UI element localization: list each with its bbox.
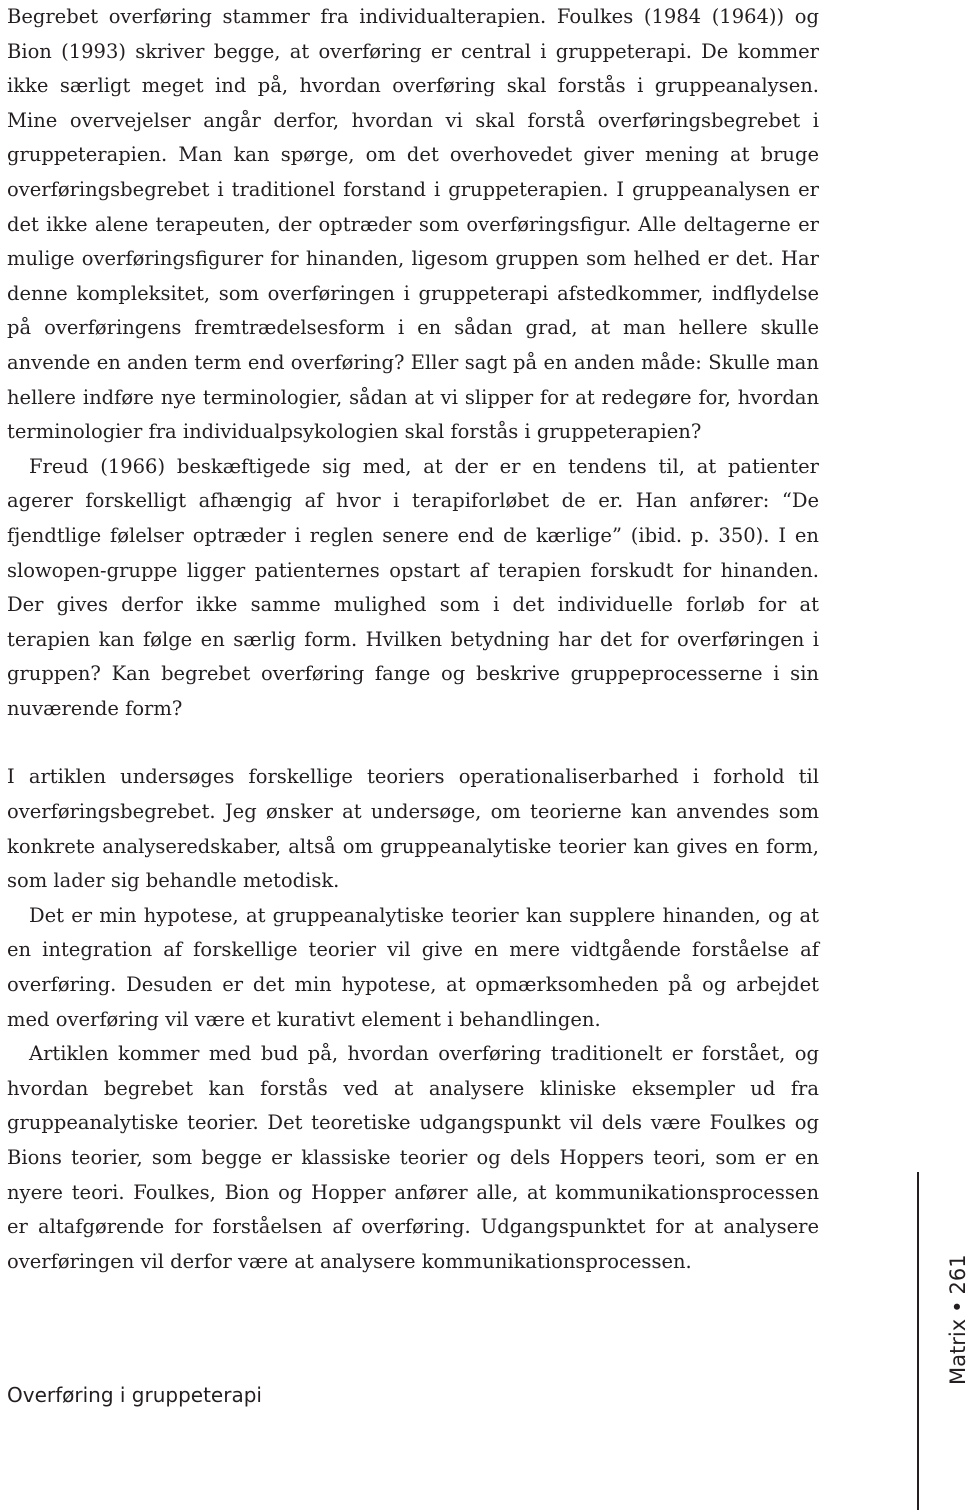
- journal-page-label: [946, 1254, 970, 1385]
- running-footer-title: Overføring i gruppeterapi: [7, 1383, 262, 1407]
- page-number: 261: [946, 1254, 970, 1295]
- margin-rule: [917, 1172, 919, 1510]
- paragraph-4: Det er min hypotese, at gruppeanalytiske teorier kan supplere hinanden, og at en integration af forskellige teorier vil give en mere vidtgående forståelse af overføring. Desuden er det min hypotese, at opmærksomheden på og arbejdet med overføring vil være et kurativt element i behandlingen.: [7, 903, 819, 1031]
- paragraph-1: Begrebet overføring stammer fra individualterapien. Foulkes (1984 (1964)) og Bion (1993) skriver begge, at overføring er central i gruppeterapi. De kommer ikke særligt meget ind på, hvordan overføring skal forstås i gruppeanalysen. Mine overvejelser angår derfor, hvordan vi skal forstå overføringsbegrebet i gruppeterapien. Man kan spørge, om det overhovedet giver mening at bruge overføringsbegrebet i traditionel forstand i gruppeterapien. I gruppeanalysen er det ikke alene terapeuten, der optræder som overføringsfigur. Alle deltagerne er mulige overføringsfigurer for hinanden, ligesom gruppen som helhed er det. Har denne kompleksitet, som overføringen i gruppeterapi afstedkommer, indflydelse på overføringens fremtrædelsesform i en sådan grad, at man hellere skulle anvende en anden term end overføring? Eller sagt på en anden måde: Skulle man hellere indføre nye terminologier, sådan at vi slipper for at redegøre for, hvordan terminologier fra individualpsykologien skal forstås i gruppeterapien?: [7, 5, 819, 444]
- paragraph-5: Artiklen kommer med bud på, hvordan overføring traditionelt er forstået, og hvordan begrebet kan forstås ved at analysere kliniske eksempler ud fra gruppeanalytiske teorier. Det teoretiske udgangspunkt vil dels være Foulkes og Bions teorier, som begge er klassiske teorier og dels Hoppers teori, som er en nyere teori. Foulkes, Bion og Hopper anfører alle, at kommunikationsprocessen er altafgørende for forståelsen af overføring. Udgangspunktet for at analysere overføringen vil derfor være at analysere kommunikationsprocessen.: [7, 1042, 819, 1273]
- article-body: [7, 0, 819, 1279]
- bullet-separator: •: [946, 1300, 970, 1313]
- journal-name: Matrix: [946, 1318, 970, 1385]
- paragraph-3: I artiklen undersøges forskellige teoriers operationaliserbarhed i forhold til overføringsbegrebet. Jeg ønsker at undersøge, om teorierne kan anvendes som konkrete analyseredskaber, altså om gruppeanalytiske teorier kan gives en form, som lader sig behandle metodisk.: [7, 765, 819, 893]
- paragraph-2: Freud (1966) beskæftigede sig med, at der er en tendens til, at patienter agerer forskelligt afhængig af hvor i terapiforløbet de er. Han anfører: “De fjendtlige følelser optræder i reglen senere end de kærlige” (ibid. p. 350). I en slowopen-gruppe ligger patienternes opstart af terapien forskudt for hinanden. Der gives derfor ikke samme mulighed som i det individuelle forløb for at terapien kan følge en særlig form. Hvilken betydning har det for overføringen i gruppen? Kan begrebet overføring fange og beskrive gruppeprocesserne i sin nuværende form?: [7, 454, 819, 720]
- section-break: [7, 726, 819, 760]
